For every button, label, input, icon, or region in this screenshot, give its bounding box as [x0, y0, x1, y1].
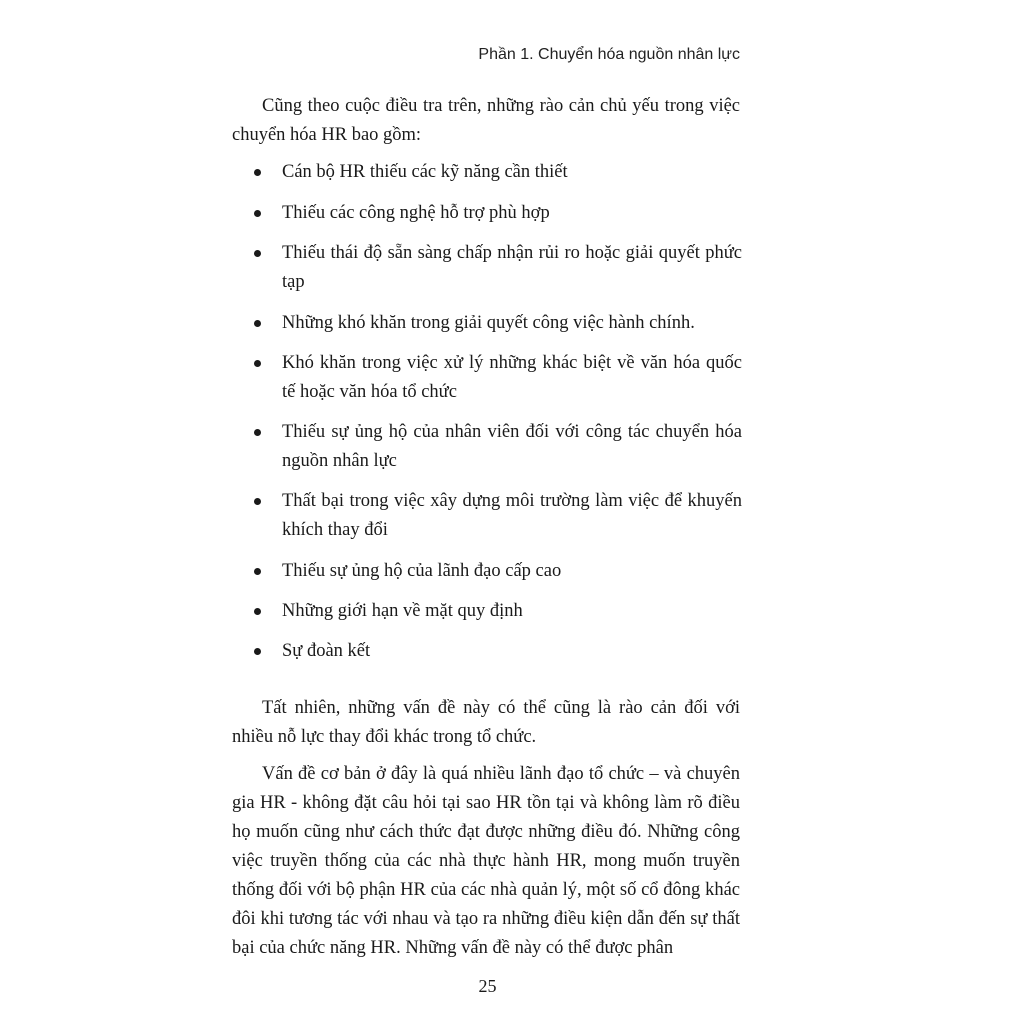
bullet-icon [254, 250, 261, 257]
bullet-icon [254, 568, 261, 575]
list-item [252, 637, 742, 666]
list-item [252, 349, 742, 407]
list-item-text: Cán bộ HR thiếu các kỹ năng cần thiết [282, 162, 568, 182]
list-item [252, 199, 742, 228]
list-item-text: Khó khăn trong việc xử lý những khác biệt về văn hóa quốc tế hoặc văn hóa tổ chức [282, 353, 742, 402]
body-paragraph: Vấn đề cơ bản ở đây là quá nhiều lãnh đạo tổ chức – và chuyên gia HR - không đặt câu hỏi tại sao HR tồn tại và không làm rõ điều họ muốn cũng như cách thức đạt được những điều đó. Những công việc truyền thống của các nhà thực hành HR, mong muốn truyền thống đối với bộ phận HR của các nhà quản lý, một số cổ đông khác đôi khi tương tác với nhau và tạo ra những điều kiện dẫn đến sự thất bại của chức năng HR. Những vấn đề này có thể được phân [232, 764, 740, 958]
bullet-icon [254, 429, 261, 436]
list-item [252, 597, 742, 626]
bullet-icon [254, 498, 261, 505]
intro-paragraph: Cũng theo cuộc điều tra trên, những rào cản chủ yếu trong việc chuyển hóa HR bao gồm: [232, 96, 740, 145]
bullet-icon [254, 210, 261, 217]
bullet-icon [254, 320, 261, 327]
list-item-text: Thất bại trong việc xây dựng môi trường làm việc để khuyến khích thay đổi [282, 491, 742, 540]
list-item [252, 309, 742, 338]
page-number: 25 [478, 976, 497, 996]
body-paragraph: Tất nhiên, những vấn đề này có thể cũng là rào cản đối với nhiều nỗ lực thay đổi khác trong tổ chức. [232, 698, 740, 747]
running-header: Phần 1. Chuyển hóa nguồn nhân lực [478, 46, 740, 63]
list-item [252, 418, 742, 476]
list-item-text: Những khó khăn trong giải quyết công việc hành chính. [282, 313, 695, 333]
bullet-icon [254, 360, 261, 367]
list-item-text: Sự đoàn kết [282, 641, 371, 661]
list-item-text: Thiếu các công nghệ hỗ trợ phù hợp [282, 203, 550, 223]
bullet-icon [254, 648, 261, 655]
list-item [252, 239, 742, 297]
bullet-icon [254, 169, 261, 176]
list-item [252, 158, 742, 187]
list-item-text: Thiếu thái độ sẵn sàng chấp nhận rủi ro hoặc giải quyết phức tạp [282, 243, 742, 292]
list-item [252, 557, 742, 586]
list-item-text: Thiếu sự ủng hộ của lãnh đạo cấp cao [282, 561, 562, 581]
list-item-text: Những giới hạn về mặt quy định [282, 601, 523, 621]
list-item-text: Thiếu sự ủng hộ của nhân viên đối với công tác chuyển hóa nguồn nhân lực [282, 422, 742, 471]
list-item [252, 487, 742, 545]
bullet-icon [254, 608, 261, 615]
